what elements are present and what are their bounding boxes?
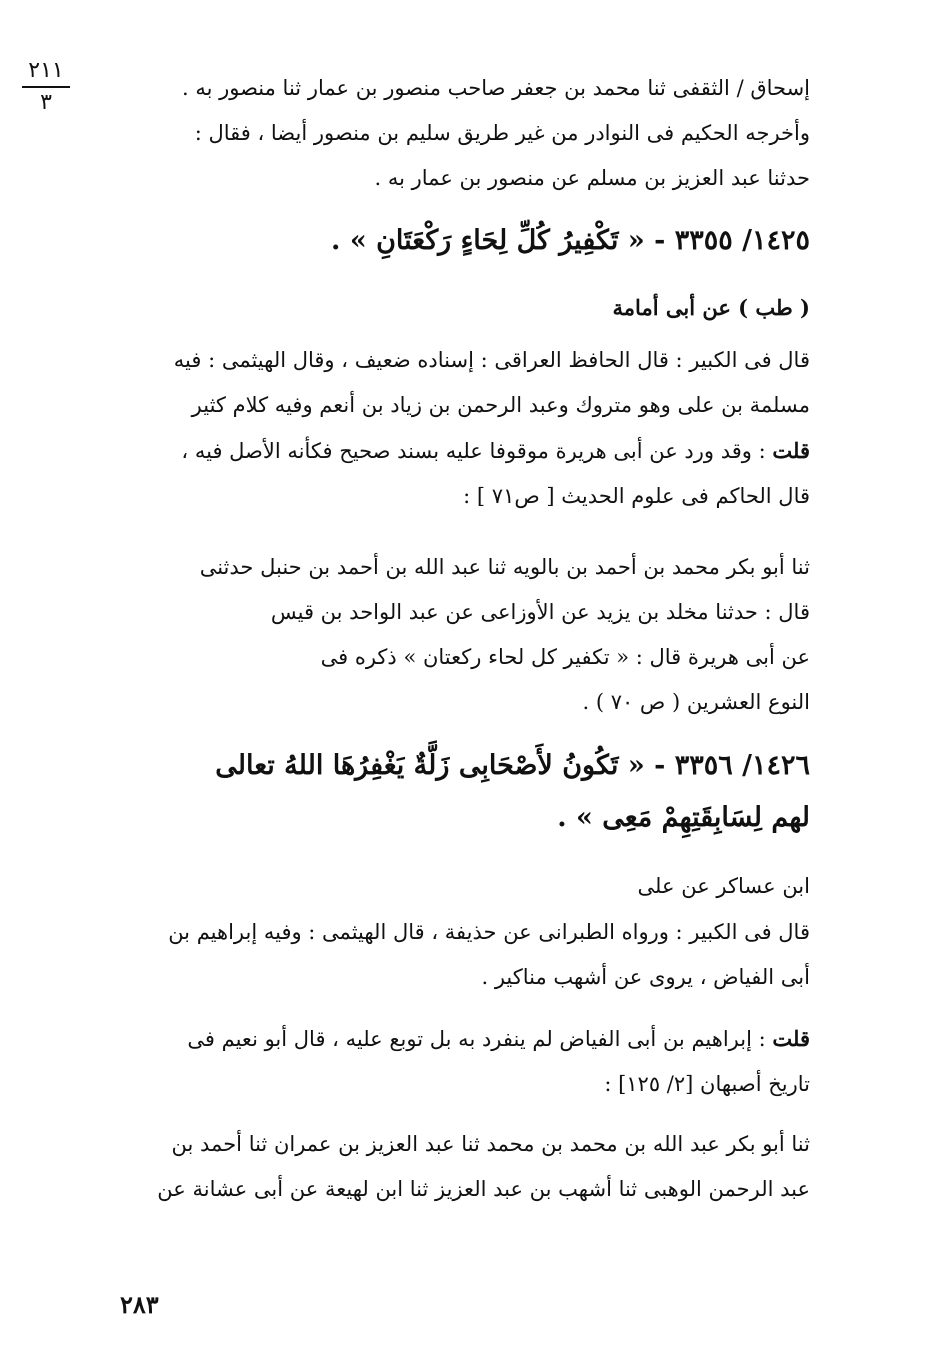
text-line: مسلمة بن على وهو متروك وعبد الرحمن بن زياد بن أنعم وفيه كلام كثير — [191, 393, 810, 417]
hadith-text: ١٤٢٦/ ٣٣٥٦ - « تَكُونُ لأَصْحَابِى زَلَّةٌ يَغْفِرُهَا اللهُ تعالى — [215, 750, 810, 781]
hadith-heading-3355 — [98, 217, 810, 265]
margin-reference-numerator: ٢١١ — [22, 58, 70, 88]
paragraph-1 — [98, 66, 810, 201]
qult-text: : إبراهيم بن أبى الفياض لم ينفرد به بل توبع عليه ، قال أبو نعيم فى — [187, 1027, 773, 1051]
text-line: قال فى الكبير : ورواه الطبرانى عن حذيفة ، قال الهيثمى : وفيه إبراهيم بن — [168, 920, 810, 944]
text-line: وأخرجه الحكيم فى النوادر من غير طريق سليم بن منصور أيضا ، فقال : — [194, 121, 810, 145]
text-line: حدثنا عبد العزيز بن مسلم عن منصور بن عمار به . — [374, 166, 810, 190]
text-line: تاريخ أصبهان [٢/ ١٢٥] : — [604, 1072, 810, 1096]
text-line: عبد الرحمن الوهبى ثنا أشهب بن عبد العزيز ثنا ابن لهيعة عن أبى عشانة عن — [157, 1177, 810, 1201]
text-line: عن أبى هريرة قال : « تكفير كل لحاء ركعتان » ذكره فى — [320, 645, 810, 669]
hadith-heading-3356 — [98, 740, 810, 844]
hadith-text: لهم لِسَابِقَتِهِمْ مَعِى » . — [557, 802, 810, 833]
margin-reference — [22, 58, 70, 116]
qult-line — [98, 428, 810, 474]
paragraph-isnad-1 — [98, 545, 810, 725]
source-attribution-2 — [98, 866, 810, 906]
text-line: أبى الفياض ، يروى عن أشهب مناكير . — [481, 965, 810, 989]
text-line: ثنا أبو بكر عبد الله بن محمد بن محمد ثنا عبد العزيز بن عمران ثنا أحمد بن — [171, 1132, 810, 1156]
paragraph-qult-2 — [98, 1016, 810, 1107]
source-text: ابن عساكر عن على — [637, 874, 810, 898]
text-line: قال : حدثنا مخلد بن يزيد عن الأوزاعى عن عبد الواحد بن قيس — [270, 600, 810, 624]
source-text: ( طب ) عن أبى أمامة — [612, 295, 810, 320]
text-line: قال الحاكم فى علوم الحديث [ ص٧١ ] : — [463, 484, 810, 508]
margin-reference-denominator: ٣ — [40, 90, 52, 115]
paragraph-isnad-2 — [98, 1122, 810, 1212]
qult-line — [98, 1016, 810, 1062]
text-line: إسحاق / الثقفى ثنا محمد بن جعفر صاحب منصور بن عمار ثنا منصور به . — [181, 76, 810, 100]
qult-label: قلت — [772, 1026, 810, 1051]
source-attribution-1 — [98, 288, 810, 328]
paragraph-commentary-2 — [98, 910, 810, 1000]
page-number: ٢٨٣ — [120, 1290, 159, 1319]
qult-text: : وقد ورد عن أبى هريرة موقوفا عليه بسند صحيح فكأنه الأصل فيه ، — [181, 439, 773, 463]
text-line: ثنا أبو بكر محمد بن أحمد بن بالويه ثنا عبد الله بن أحمد بن حنبل حدثنى — [199, 555, 810, 579]
qult-label: قلت — [772, 438, 810, 463]
hadith-text: ١٤٢٥/ ٣٣٥٥ - « تَكْفِيرُ كُلِّ لِحَاءٍ رَكْعَتَانِ » . — [331, 225, 810, 256]
text-line: قال فى الكبير : قال الحافظ العراقى : إسناده ضعيف ، وقال الهيثمى : فيه — [173, 348, 810, 372]
paragraph-commentary-1 — [98, 338, 810, 519]
text-line: النوع العشرين ( ص ٧٠ ) . — [582, 690, 810, 714]
